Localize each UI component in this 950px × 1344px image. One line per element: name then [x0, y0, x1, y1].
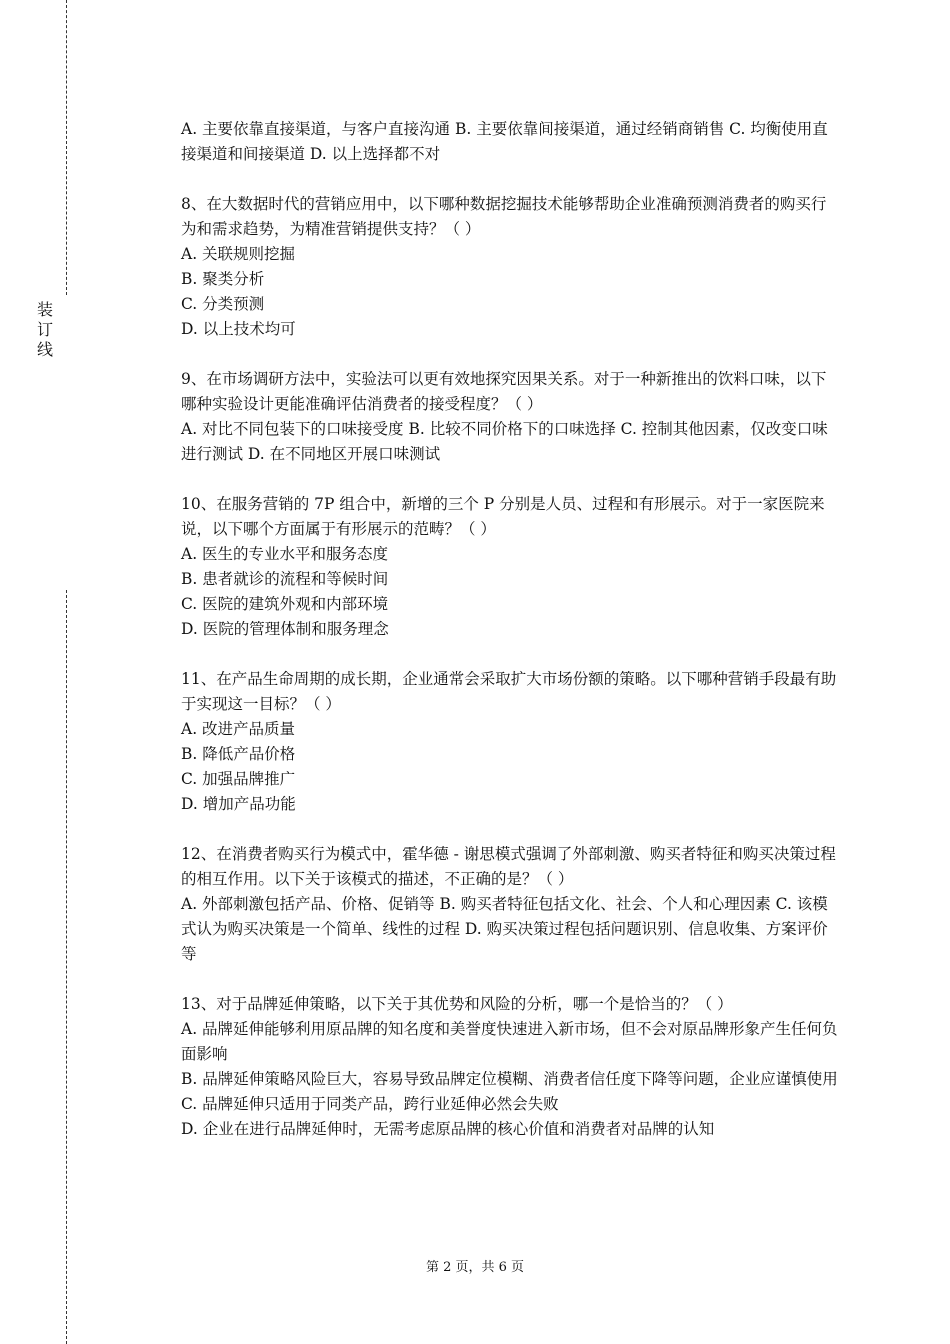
binding-line-bottom — [66, 590, 67, 1344]
question-9 — [181, 367, 841, 467]
option-a: A. 品牌延伸能够利用原品牌的知名度和美誉度快速进入新市场，但不会对原品牌形象产生任何负面影响 — [181, 1020, 838, 1063]
option-c: C. 分类预测 — [181, 295, 265, 313]
binding-line-top — [66, 0, 67, 295]
option-line: A. 外部刺激包括产品、价格、促销等 B. 购买者特征包括文化、社会、个人和心理因素 C. 该模式认为购买决策是一个简单、线性的过程 D. 购买决策过程包括问题识别、信息收集、方案评价等 — [181, 895, 828, 963]
option-b: B. 患者就诊的流程和等候时间 — [181, 570, 389, 588]
binding-char: 装 — [36, 300, 53, 319]
binding-char: 线 — [36, 340, 53, 359]
option-a: A. 关联规则挖掘 — [181, 245, 296, 263]
option-c: C. 医院的建筑外观和内部环境 — [181, 595, 389, 613]
option-c: C. 加强品牌推广 — [181, 770, 296, 788]
question-list — [181, 117, 841, 1167]
option-d: D. 医院的管理体制和服务理念 — [181, 620, 389, 638]
question-7-options — [181, 117, 841, 167]
option-d: D. 以上技术均可 — [181, 320, 296, 338]
question-10 — [181, 492, 841, 642]
question-11 — [181, 667, 841, 817]
question-stem: 8、在大数据时代的营销应用中，以下哪种数据挖掘技术能够帮助企业准确预测消费者的购买行为和需求趋势，为精准营销提供支持？（ ） — [181, 195, 827, 238]
option-b: B. 聚类分析 — [181, 270, 265, 288]
question-12 — [181, 842, 841, 967]
option-a: A. 医生的专业水平和服务态度 — [181, 545, 389, 563]
question-stem: 13、对于品牌延伸策略，以下关于其优势和风险的分析，哪一个是恰当的？（ ） — [181, 995, 733, 1013]
option-line: A. 主要依靠直接渠道，与客户直接沟通 B. 主要依靠间接渠道，通过经销商销售 C. 均衡使用直接渠道和间接渠道 D. 以上选择都不对 — [181, 120, 828, 163]
question-stem: 9、在市场调研方法中，实验法可以更有效地探究因果关系。对于一种新推出的饮料口味，以下哪种实验设计更能准确评估消费者的接受程度？（ ） — [181, 370, 827, 413]
question-13 — [181, 992, 841, 1142]
question-stem: 12、在消费者购买行为模式中，霍华德 - 谢思模式强调了外部刺激、购买者特征和购买决策过程的相互作用。以下关于该模式的描述，不正确的是？（ ） — [181, 845, 836, 888]
option-b: B. 降低产品价格 — [181, 745, 296, 763]
option-c: C. 品牌延伸只适用于同类产品，跨行业延伸必然会失败 — [181, 1095, 559, 1113]
option-a: A. 改进产品质量 — [181, 720, 296, 738]
page-number: 第 2 页，共 6 页 — [425, 1260, 525, 1275]
option-d: D. 企业在进行品牌延伸时，无需考虑原品牌的核心价值和消费者对品牌的认知 — [181, 1120, 715, 1138]
option-d: D. 增加产品功能 — [181, 795, 296, 813]
question-8 — [181, 192, 841, 342]
binding-char: 订 — [36, 320, 53, 339]
binding-label — [36, 300, 54, 360]
question-stem: 11、在产品生命周期的成长期，企业通常会采取扩大市场份额的策略。以下哪种营销手段最有助于实现这一目标？（ ） — [181, 670, 837, 713]
question-stem: 10、在服务营销的 7P 组合中，新增的三个 P 分别是人员、过程和有形展示。对于一家医院来说，以下哪个方面属于有形展示的范畴？（ ） — [181, 495, 825, 538]
option-b: B. 品牌延伸策略风险巨大，容易导致品牌定位模糊、消费者信任度下降等问题，企业应谨慎使用 — [181, 1070, 838, 1088]
option-line: A. 对比不同包装下的口味接受度 B. 比较不同价格下的口味选择 C. 控制其他因素，仅改变口味进行测试 D. 在不同地区开展口味测试 — [181, 420, 828, 463]
